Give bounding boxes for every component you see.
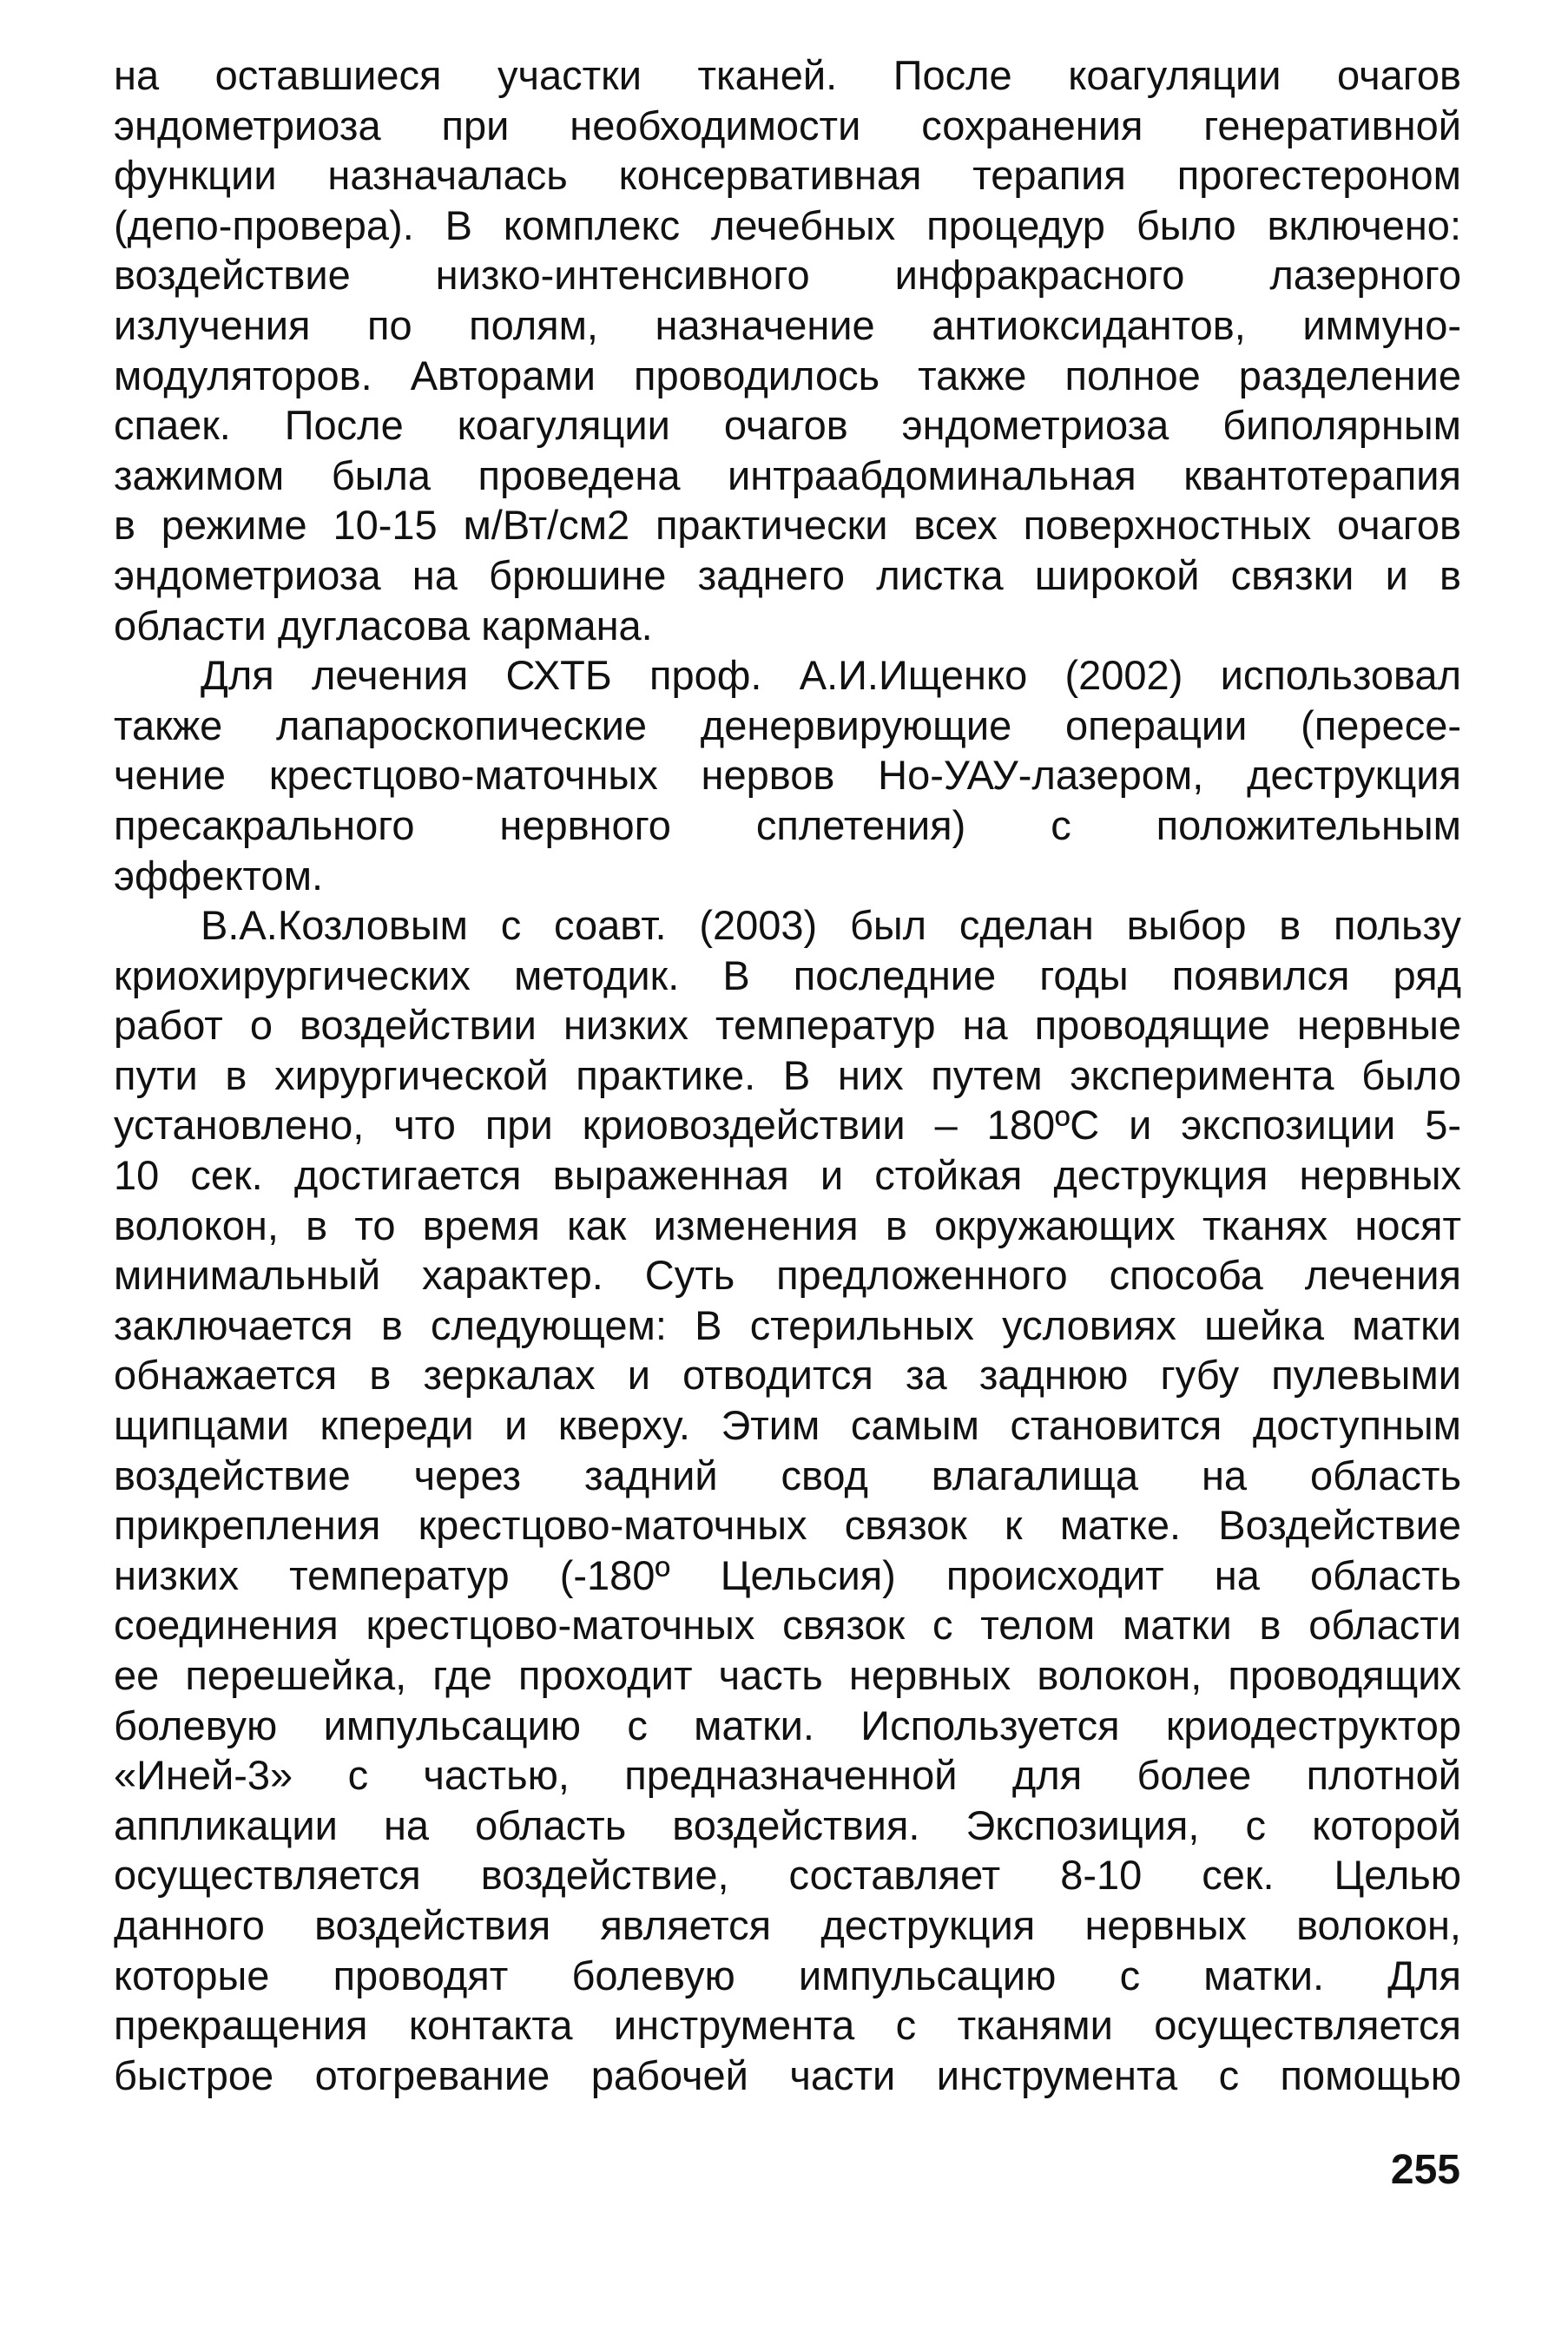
text-line: данного воздействия является деструкция нервных волокон,	[114, 1901, 1461, 1948]
text-line: прекращения контакта инструмента с тканями осуществляется	[114, 2002, 1461, 2049]
text-line: заключается в следующем: В стерильных условиях шейка матки	[114, 1301, 1461, 1348]
text-line: Для лечения СХТБ проф. А.И.Ищенко (2002) использовал	[201, 652, 1461, 699]
text-line: спаек. После коагуляции очагов эндометриоза биполярным	[114, 402, 1461, 449]
text-line: на оставшиеся участки тканей. После коагуляции очагов	[114, 52, 1461, 98]
text-line: (депо-провера). В комплекс лечебных процедур было включено:	[114, 201, 1461, 248]
text-line: осуществляется воздействие, составляет 8-10 сек. Целью	[114, 1852, 1461, 1899]
paragraph	[114, 650, 1461, 900]
text-line: функции назначалась консервативная терапия прогестероном	[114, 152, 1461, 199]
text-line: зажимом была проведена интраабдоминальная квантотерапия	[114, 451, 1461, 498]
text-line: также лапароскопические денервирующие операции (пересе-	[114, 701, 1461, 748]
text-line: чение крестцово-маточных нервов Но-УАУ-лазером, деструкция	[114, 752, 1461, 799]
text-line: аппликации на область воздействия. Экспозиция, с которой	[114, 1801, 1461, 1848]
text-line: установлено, что при криовоздействии – 180ºС и экспозиции 5-	[114, 1102, 1461, 1149]
text-line: 10 сек. достигается выраженная и стойкая деструкция нервных	[114, 1152, 1461, 1199]
text-line: пути в хирургической практике. В них путем эксперимента было	[114, 1051, 1461, 1098]
text-line: «Иней-3» с частью, предназначенной для более плотной	[114, 1752, 1461, 1799]
text-line: модуляторов. Авторами проводилось также полное разделение	[114, 352, 1461, 398]
page-number: 255	[1390, 2147, 1460, 2193]
text-line: болевую импульсацию с матки. Используется криодеструктор	[114, 1702, 1461, 1748]
text-line: низких температур (-180º Цельсия) происходит на область	[114, 1551, 1461, 1598]
text-line: излучения по полям, назначение антиоксидантов, иммуно-	[114, 301, 1461, 348]
text-line: эндометриоза на брюшине заднего листка широкой связки и в	[114, 551, 1461, 598]
text-line: работ о воздействии низких температур на проводящие нервные	[114, 1002, 1461, 1049]
text-line: прикрепления крестцово-маточных связок к матке. Воздействие	[114, 1502, 1461, 1549]
text-line: эндометриоза при необходимости сохранения генеративной	[114, 102, 1461, 148]
text-line: пресакрального нервного сплетения) с положительным	[114, 801, 1461, 848]
text-line: соединения крестцово-маточных связок с телом матки в области	[114, 1602, 1461, 1649]
paragraph	[114, 50, 1461, 650]
text-line: быстрое отогревание рабочей части инструмента с помощью	[114, 2051, 1461, 2098]
text-line: которые проводят болевую импульсацию с матки. Для	[114, 1952, 1461, 1998]
text-line: В.А.Козловым с соавт. (2003) был сделан выбор в пользу	[201, 902, 1461, 949]
text-line: эффектом.	[114, 852, 324, 899]
text-line: волокон, в то время как изменения в окружающих тканях носят	[114, 1202, 1461, 1248]
text-line: щипцами кпереди и кверху. Этим самым становится доступным	[114, 1402, 1461, 1449]
text-line: криохирургических методик. В последние годы появился ряд	[114, 951, 1461, 998]
text-line: обнажается в зеркалах и отводится за заднюю губу пулевыми	[114, 1352, 1461, 1399]
text-line: ее перешейка, где проходит часть нервных волокон, проводящих	[114, 1652, 1461, 1698]
text-line: области дугласова кармана.	[114, 602, 653, 649]
text-line: воздействие низко-интенсивного инфракрасного лазерного	[114, 252, 1461, 299]
text-line: в режиме 10-15 м/Вт/см2 практически всех поверхностных очагов	[114, 502, 1461, 549]
paragraph	[114, 900, 1461, 2100]
text-line: воздействие через задний свод влагалища на область	[114, 1452, 1461, 1498]
text-line: минимальный характер. Суть предложенного способа лечения	[114, 1252, 1461, 1299]
body-text	[114, 50, 1461, 2100]
